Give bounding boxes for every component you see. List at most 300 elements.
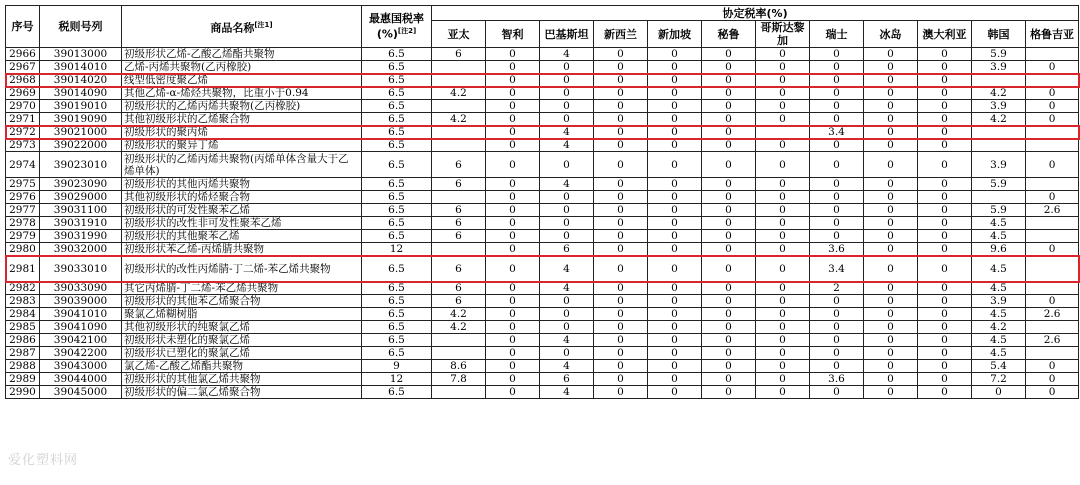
cell-rate: 0 <box>702 230 756 243</box>
cell-rate <box>1026 48 1079 61</box>
cell-rate: 0 <box>594 191 648 204</box>
cell-code: 39045000 <box>40 386 122 399</box>
cell-rate: 4 <box>540 386 594 399</box>
cell-rate: 0 <box>594 204 648 217</box>
cell-rate <box>432 61 486 74</box>
cell-rate <box>972 139 1026 152</box>
cell-rate: 0 <box>918 74 972 87</box>
table-row[interactable] <box>6 347 1079 360</box>
cell-rate: 0 <box>756 373 810 386</box>
col-header-country[interactable]: 瑞士 <box>810 21 864 48</box>
cell-rate: 0 <box>540 321 594 334</box>
cell-rate: 0 <box>702 295 756 308</box>
cell-rate: 6 <box>540 373 594 386</box>
cell-rate: 0 <box>810 386 864 399</box>
cell-name: 初级形状的改性丙烯腈-丁二烯-苯乙烯共聚物 <box>122 256 362 282</box>
cell-rate: 0 <box>486 61 540 74</box>
cell-rate: 0 <box>864 334 918 347</box>
cell-rate: 0 <box>540 100 594 113</box>
col-header-name[interactable] <box>122 6 362 48</box>
cell-rate: 0 <box>648 295 702 308</box>
cell-rate: 6 <box>432 48 486 61</box>
cell-rate: 0 <box>648 204 702 217</box>
cell-rate: 3.9 <box>972 152 1026 178</box>
cell-rate <box>1026 321 1079 334</box>
cell-rate: 6 <box>432 178 486 191</box>
cell-name: 初级形状已塑化的聚氯乙烯 <box>122 347 362 360</box>
cell-rate: 0 <box>810 113 864 126</box>
cell-rate: 3.4 <box>810 126 864 139</box>
table-row[interactable] <box>6 87 1079 100</box>
cell-code: 39042200 <box>40 347 122 360</box>
cell-rate: 0 <box>864 256 918 282</box>
cell-rate: 3.9 <box>972 61 1026 74</box>
cell-code: 39023090 <box>40 178 122 191</box>
cell-rate <box>1026 230 1079 243</box>
cell-mfn: 6.5 <box>362 139 432 152</box>
cell-rate: 0 <box>486 217 540 230</box>
cell-rate: 5.4 <box>972 360 1026 373</box>
cell-rate: 0 <box>648 74 702 87</box>
cell-no: 2986 <box>6 334 40 347</box>
cell-name: 初级形状的乙烯丙烯共聚物(乙丙橡胶) <box>122 100 362 113</box>
cell-rate: 0 <box>486 282 540 295</box>
cell-no: 2989 <box>6 373 40 386</box>
col-header-country[interactable]: 韩国 <box>972 21 1026 48</box>
cell-rate: 2 <box>810 282 864 295</box>
cell-rate: 0 <box>810 295 864 308</box>
cell-rate: 6 <box>540 243 594 256</box>
cell-rate: 0 <box>702 373 756 386</box>
cell-rate: 0 <box>864 243 918 256</box>
cell-rate <box>432 74 486 87</box>
cell-rate: 0 <box>594 61 648 74</box>
cell-rate: 0 <box>864 152 918 178</box>
col-header-country[interactable]: 冰岛 <box>864 21 918 48</box>
cell-rate: 0 <box>810 87 864 100</box>
cell-rate: 0 <box>594 152 648 178</box>
cell-rate: 0 <box>486 243 540 256</box>
cell-rate: 0 <box>810 178 864 191</box>
cell-code: 39041090 <box>40 321 122 334</box>
cell-rate: 0 <box>702 113 756 126</box>
cell-rate: 0 <box>486 152 540 178</box>
cell-code: 39041010 <box>40 308 122 321</box>
cell-rate: 0 <box>486 87 540 100</box>
cell-rate: 0 <box>486 321 540 334</box>
cell-rate <box>432 347 486 360</box>
cell-rate: 0 <box>756 204 810 217</box>
cell-rate <box>972 74 1026 87</box>
cell-rate: 0 <box>810 360 864 373</box>
table-row[interactable] <box>6 360 1079 373</box>
cell-code: 39043000 <box>40 360 122 373</box>
cell-rate: 0 <box>702 282 756 295</box>
col-header-mfn[interactable] <box>362 6 432 48</box>
table-row[interactable] <box>6 217 1079 230</box>
name-note: [注1] <box>254 20 273 29</box>
cell-rate: 0 <box>810 139 864 152</box>
cell-rate: 0 <box>918 230 972 243</box>
mfn-line2: (%) <box>376 27 398 41</box>
cell-code: 39019090 <box>40 113 122 126</box>
cell-mfn: 6.5 <box>362 48 432 61</box>
cell-rate: 5.9 <box>972 48 1026 61</box>
cell-rate: 0 <box>648 347 702 360</box>
table-row[interactable] <box>6 256 1079 282</box>
cell-no: 2988 <box>6 360 40 373</box>
cell-rate <box>1026 256 1079 282</box>
cell-rate: 0 <box>702 87 756 100</box>
cell-rate: 0 <box>486 204 540 217</box>
cell-rate: 0 <box>810 347 864 360</box>
col-header-country[interactable]: 新加坡 <box>648 21 702 48</box>
cell-rate: 0 <box>918 373 972 386</box>
cell-no: 2981 <box>6 256 40 282</box>
cell-rate: 0 <box>864 126 918 139</box>
cell-rate: 0 <box>648 113 702 126</box>
cell-rate: 0 <box>810 100 864 113</box>
table-row[interactable] <box>6 295 1079 308</box>
cell-rate: 0 <box>540 74 594 87</box>
table-header <box>6 6 1079 48</box>
cell-rate: 0 <box>702 360 756 373</box>
cell-name: 初级形状的其他丙烯共聚物 <box>122 178 362 191</box>
cell-rate: 0 <box>594 217 648 230</box>
col-header-country[interactable]: 格鲁吉亚 <box>1026 21 1079 48</box>
table-row[interactable] <box>6 230 1079 243</box>
cell-code: 39039000 <box>40 295 122 308</box>
cell-rate: 3.6 <box>810 373 864 386</box>
cell-name: 初级形状乙烯-乙酸乙烯酯共聚物 <box>122 48 362 61</box>
table-row[interactable] <box>6 178 1079 191</box>
cell-rate: 0 <box>810 230 864 243</box>
cell-code: 39019010 <box>40 100 122 113</box>
cell-rate: 0 <box>756 217 810 230</box>
cell-rate: 6 <box>432 256 486 282</box>
cell-mfn: 6.5 <box>362 74 432 87</box>
cell-rate: 0 <box>594 230 648 243</box>
table-row[interactable] <box>6 152 1079 178</box>
cell-no: 2974 <box>6 152 40 178</box>
cell-rate: 0 <box>918 87 972 100</box>
cell-rate: 2.6 <box>1026 334 1079 347</box>
cell-rate: 0 <box>864 360 918 373</box>
cell-rate <box>1026 347 1079 360</box>
cell-rate: 0 <box>864 74 918 87</box>
cell-rate: 0 <box>810 308 864 321</box>
cell-rate: 0 <box>756 230 810 243</box>
cell-rate: 0 <box>648 282 702 295</box>
col-header-country[interactable]: 秘鲁 <box>702 21 756 48</box>
cell-rate: 0 <box>864 48 918 61</box>
cell-rate: 0 <box>594 48 648 61</box>
cell-mfn: 6.5 <box>362 230 432 243</box>
cell-rate: 0 <box>756 178 810 191</box>
cell-name: 线型低密度聚乙烯 <box>122 74 362 87</box>
table-row[interactable] <box>6 308 1079 321</box>
cell-mfn: 12 <box>362 373 432 386</box>
cell-rate: 0 <box>702 48 756 61</box>
cell-rate: 0 <box>540 230 594 243</box>
cell-rate <box>432 126 486 139</box>
cell-no: 2979 <box>6 230 40 243</box>
table-row[interactable] <box>6 321 1079 334</box>
cell-rate: 0 <box>756 87 810 100</box>
cell-rate: 0 <box>702 347 756 360</box>
cell-name: 初级形状的其他苯乙烯聚合物 <box>122 295 362 308</box>
cell-rate: 0 <box>810 74 864 87</box>
col-header-no[interactable]: 序号 <box>6 6 40 48</box>
cell-no: 2983 <box>6 295 40 308</box>
cell-rate: 0 <box>540 308 594 321</box>
cell-rate: 0 <box>486 295 540 308</box>
table-row[interactable] <box>6 61 1079 74</box>
cell-rate: 0 <box>594 87 648 100</box>
cell-rate: 4 <box>540 48 594 61</box>
cell-rate: 2.6 <box>1026 308 1079 321</box>
cell-rate: 0 <box>702 217 756 230</box>
cell-rate: 0 <box>648 61 702 74</box>
cell-rate: 0 <box>918 256 972 282</box>
cell-rate: 4.5 <box>972 217 1026 230</box>
table-row[interactable] <box>6 373 1079 386</box>
cell-code: 39014020 <box>40 74 122 87</box>
cell-rate <box>1026 74 1079 87</box>
cell-rate: 0 <box>864 61 918 74</box>
cell-rate: 0 <box>918 217 972 230</box>
cell-rate <box>432 100 486 113</box>
cell-rate: 0 <box>864 386 918 399</box>
cell-rate: 0 <box>1026 87 1079 100</box>
cell-rate: 4.2 <box>432 308 486 321</box>
cell-code: 39031100 <box>40 204 122 217</box>
cell-rate: 0 <box>756 347 810 360</box>
col-header-country[interactable]: 巴基斯坦 <box>540 21 594 48</box>
col-header-country[interactable]: 亚太 <box>432 21 486 48</box>
cell-mfn: 6.5 <box>362 217 432 230</box>
cell-no: 2978 <box>6 217 40 230</box>
table-row[interactable] <box>6 139 1079 152</box>
cell-rate: 0 <box>810 334 864 347</box>
cell-code: 39021000 <box>40 126 122 139</box>
cell-mfn: 6.5 <box>362 191 432 204</box>
cell-name: 其它丙烯腈-丁二烯-苯乙烯共聚物 <box>122 282 362 295</box>
table-row[interactable] <box>6 243 1079 256</box>
cell-rate: 0 <box>594 74 648 87</box>
cell-rate: 0 <box>702 178 756 191</box>
cell-no: 2967 <box>6 61 40 74</box>
cell-no: 2970 <box>6 100 40 113</box>
cell-rate: 0 <box>756 243 810 256</box>
cell-mfn: 9 <box>362 360 432 373</box>
cell-rate: 0 <box>1026 386 1079 399</box>
cell-rate: 0 <box>972 386 1026 399</box>
cell-rate: 0 <box>702 126 756 139</box>
cell-rate: 3.4 <box>810 256 864 282</box>
cell-rate: 0 <box>918 191 972 204</box>
cell-name: 氯乙烯-乙酸乙烯酯共聚物 <box>122 360 362 373</box>
cell-rate: 0 <box>756 321 810 334</box>
cell-rate: 0 <box>864 204 918 217</box>
cell-mfn: 6.5 <box>362 256 432 282</box>
cell-rate: 0 <box>864 295 918 308</box>
cell-rate: 7.2 <box>972 373 1026 386</box>
cell-rate: 0 <box>702 243 756 256</box>
cell-name: 初级形状苯乙烯-丙烯腈共聚物 <box>122 243 362 256</box>
cell-rate: 0 <box>918 386 972 399</box>
cell-rate: 0 <box>810 217 864 230</box>
cell-rate: 0 <box>702 334 756 347</box>
cell-rate: 0 <box>486 74 540 87</box>
cell-mfn: 6.5 <box>362 100 432 113</box>
cell-rate: 0 <box>918 61 972 74</box>
cell-name: 初级形状的聚丙烯 <box>122 126 362 139</box>
cell-rate: 0 <box>594 256 648 282</box>
cell-rate: 0 <box>486 360 540 373</box>
cell-no: 2984 <box>6 308 40 321</box>
cell-mfn: 6.5 <box>362 178 432 191</box>
cell-rate: 0 <box>486 126 540 139</box>
cell-rate: 0 <box>702 139 756 152</box>
cell-rate: 0 <box>918 360 972 373</box>
cell-code: 39031990 <box>40 230 122 243</box>
cell-name: 初级形状的偏二氯乙烯聚合物 <box>122 386 362 399</box>
cell-rate: 0 <box>1026 113 1079 126</box>
cell-rate: 0 <box>594 347 648 360</box>
cell-mfn: 6.5 <box>362 152 432 178</box>
col-header-country[interactable]: 哥斯达黎加 <box>756 21 810 48</box>
cell-rate: 0 <box>756 386 810 399</box>
cell-mfn: 6.5 <box>362 321 432 334</box>
cell-rate: 0 <box>756 360 810 373</box>
cell-no: 2990 <box>6 386 40 399</box>
cell-rate <box>1026 126 1079 139</box>
table-row[interactable] <box>6 126 1079 139</box>
cell-no: 2977 <box>6 204 40 217</box>
col-header-country[interactable]: 智利 <box>486 21 540 48</box>
cell-rate: 6 <box>432 204 486 217</box>
cell-rate: 0 <box>540 204 594 217</box>
cell-rate: 0 <box>864 282 918 295</box>
cell-rate: 3.9 <box>972 295 1026 308</box>
cell-rate: 0 <box>756 295 810 308</box>
cell-name: 初级形状的可发性聚苯乙烯 <box>122 204 362 217</box>
table-row[interactable] <box>6 204 1079 217</box>
cell-rate: 0 <box>648 139 702 152</box>
cell-rate: 6 <box>432 152 486 178</box>
cell-rate: 0 <box>702 100 756 113</box>
cell-rate: 0 <box>594 113 648 126</box>
cell-rate: 0 <box>594 373 648 386</box>
cell-rate: 0 <box>864 178 918 191</box>
cell-rate: 0 <box>756 308 810 321</box>
cell-rate: 0 <box>648 386 702 399</box>
cell-rate: 0 <box>810 321 864 334</box>
cell-rate: 6 <box>432 230 486 243</box>
cell-no: 2987 <box>6 347 40 360</box>
cell-code: 39023010 <box>40 152 122 178</box>
cell-rate: 0 <box>1026 373 1079 386</box>
cell-rate: 0 <box>648 373 702 386</box>
cell-rate: 0 <box>648 126 702 139</box>
col-header-country[interactable]: 澳大利亚 <box>918 21 972 48</box>
table-row[interactable] <box>6 282 1079 295</box>
cell-rate <box>432 243 486 256</box>
cell-mfn: 6.5 <box>362 113 432 126</box>
cell-rate: 0 <box>756 100 810 113</box>
cell-no: 2968 <box>6 74 40 87</box>
cell-rate <box>972 126 1026 139</box>
cell-mfn: 6.5 <box>362 87 432 100</box>
cell-mfn: 6.5 <box>362 347 432 360</box>
cell-rate: 0 <box>594 100 648 113</box>
cell-code: 39031910 <box>40 217 122 230</box>
cell-mfn: 6.5 <box>362 308 432 321</box>
cell-rate <box>1026 282 1079 295</box>
cell-rate: 4.2 <box>432 321 486 334</box>
cell-rate <box>1026 139 1079 152</box>
cell-rate: 0 <box>918 334 972 347</box>
cell-rate: 0 <box>648 230 702 243</box>
cell-rate <box>972 191 1026 204</box>
cell-rate: 0 <box>648 243 702 256</box>
watermark-text: 爱化塑料网 <box>8 453 79 468</box>
cell-rate: 0 <box>1026 61 1079 74</box>
cell-rate: 0 <box>648 360 702 373</box>
cell-rate: 0 <box>756 74 810 87</box>
cell-rate: 0 <box>594 243 648 256</box>
cell-rate: 0 <box>540 113 594 126</box>
cell-rate: 0 <box>540 191 594 204</box>
header-row-top <box>6 6 1079 21</box>
cell-rate: 0 <box>540 217 594 230</box>
cell-rate: 0 <box>594 126 648 139</box>
cell-code: 39033090 <box>40 282 122 295</box>
col-header-agreement-group: 协定税率(%) <box>432 6 1079 21</box>
cell-rate: 0 <box>864 230 918 243</box>
table-row[interactable] <box>6 334 1079 347</box>
cell-mfn: 12 <box>362 243 432 256</box>
table-row[interactable] <box>6 48 1079 61</box>
cell-name: 初级形状的其他聚苯乙烯 <box>122 230 362 243</box>
cell-rate: 0 <box>702 74 756 87</box>
cell-rate: 0 <box>648 334 702 347</box>
table-row[interactable] <box>6 191 1079 204</box>
table-row[interactable] <box>6 113 1079 126</box>
cell-rate <box>432 334 486 347</box>
col-header-code[interactable]: 税则号列 <box>40 6 122 48</box>
cell-name: 初级形状的乙烯丙烯共聚物(丙烯单体含量大于乙烯单体) <box>122 152 362 178</box>
cell-rate: 0 <box>810 48 864 61</box>
table-row[interactable] <box>6 74 1079 87</box>
cell-rate: 0 <box>756 152 810 178</box>
cell-rate: 0 <box>918 100 972 113</box>
cell-name: 其他乙烯-α-烯烃共聚物，比重小于0.94 <box>122 87 362 100</box>
cell-name: 聚氯乙烯糊树脂 <box>122 308 362 321</box>
cell-rate: 0 <box>648 308 702 321</box>
cell-rate: 4.2 <box>432 87 486 100</box>
cell-rate: 0 <box>486 386 540 399</box>
cell-mfn: 6.5 <box>362 334 432 347</box>
mfn-note: [注2] <box>397 27 417 36</box>
col-header-country[interactable]: 新西兰 <box>594 21 648 48</box>
table-row[interactable] <box>6 386 1079 399</box>
cell-no: 2980 <box>6 243 40 256</box>
cell-rate: 4 <box>540 282 594 295</box>
cell-rate <box>432 386 486 399</box>
table-row[interactable] <box>6 100 1079 113</box>
